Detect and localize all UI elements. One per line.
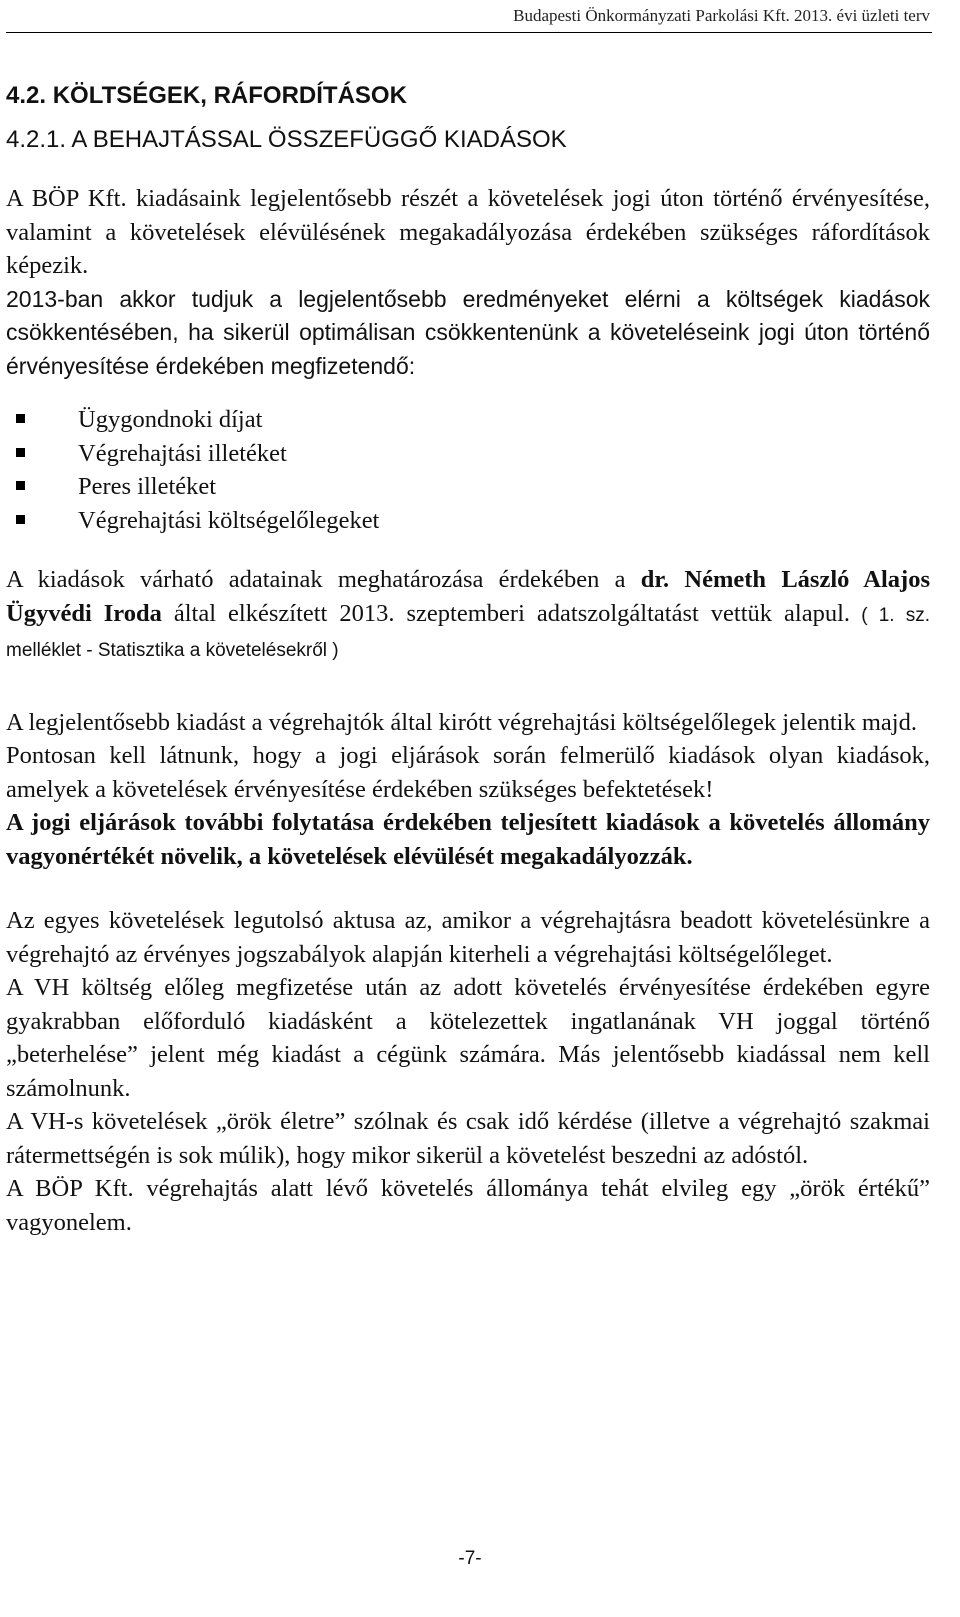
list-item bbox=[16, 437, 930, 471]
list-item-label: Végrehajtási költségelőlegeket bbox=[78, 506, 380, 534]
intro-paragraph-1: A BÖP Kft. kiadásaink legjelentősebb részét a követelések jogi úton történő érvényesítése, valamint a követelések elévülésének megakadályozása érdekében szükséges ráfordítások képezik. bbox=[6, 185, 930, 279]
data-source-text: A kiadások várható adatainak meghatározása érdekében a bbox=[6, 566, 641, 593]
square-bullet-icon bbox=[16, 481, 25, 490]
square-bullet-icon bbox=[16, 414, 25, 423]
list-item bbox=[16, 504, 930, 538]
square-bullet-icon bbox=[16, 448, 25, 457]
header-divider bbox=[6, 32, 932, 33]
body-paragraph-5: A VH költség előleg megfizetése után az adott követelés érvényesítése érdekében egyre gyakrabban előforduló kiadásként a kötelezettek ingatlanának VH joggal történő „beterhelése” jelent még kiadást a cégünk számára. Más jelentősebb kiadással nem kell számolnunk. bbox=[6, 974, 930, 1102]
list-item bbox=[16, 470, 930, 504]
data-source-text-end: által elkészített 2013. szeptemberi adatszolgáltatást vettük alapul. bbox=[161, 599, 851, 627]
expense-list bbox=[16, 403, 930, 537]
page-content bbox=[6, 74, 930, 1239]
body-paragraph-6: A VH-s követelések „örök életre” szólnak és csak idő kérdése (illetve a végrehajtó szakmai rátermettségén is sok múlik), hogy mikor sikerül a követelést beszedni az adóstól. bbox=[6, 1108, 930, 1169]
data-source-paragraph bbox=[6, 563, 930, 668]
running-header: Budapesti Önkormányzati Parkolási Kft. 2013. évi üzleti terv bbox=[513, 6, 930, 25]
page-number: -7- bbox=[458, 1548, 482, 1569]
annex-reference: ( 1. sz. melléklet - Statisztika a követelésekről ) bbox=[6, 604, 930, 661]
body-paragraph-7: A BÖP Kft. végrehajtás alatt lévő követelés állománya tehát elvileg egy „örök értékű” vagyonelem. bbox=[6, 1175, 930, 1236]
spacer bbox=[6, 873, 930, 904]
list-item-label: Peres illetéket bbox=[78, 473, 217, 500]
law-firm-name: dr. Németh László Alajos Ügyvédi Iroda bbox=[6, 566, 930, 627]
spacer bbox=[6, 668, 930, 706]
body-paragraph-4: Az egyes követelések legutolsó aktusa az, amikor a végrehajtásra beadott követelésünkre a végrehajtó az érvényes jogszabályok alapján kiterheli a végrehajtási költségelőleget. bbox=[6, 907, 930, 968]
subsection-heading: 4.2.1. A BEHAJTÁSSAL ÖSSZEFÜGGŐ KIADÁSOK bbox=[6, 126, 567, 153]
list-item-label: Végrehajtási illetéket bbox=[78, 439, 287, 467]
body-paragraph-3-bold bbox=[6, 806, 930, 873]
list-item-label: Ügygondnoki díjat bbox=[78, 406, 263, 433]
body-paragraph-1: A legjelentősebb kiadást a végrehajtók által kirótt végrehajtási költségelőlegek jelentik majd. bbox=[6, 708, 917, 736]
list-item bbox=[16, 403, 930, 437]
square-bullet-icon bbox=[16, 515, 25, 524]
emphasis-text: A jogi eljárások további folytatása érdekében teljesített kiadások a követelés állomány vagyonértékét növelik, a követelések elévülését megakadályozzák. bbox=[6, 809, 930, 870]
intro-paragraph-2: 2013-ban akkor tudjuk a legjelentősebb eredményeket elérni a költségek kiadások csökkentésében, ha sikerül optimálisan csökkentenünk a követeléseink jogi úton történő érvényesítése érdekében megfizetendő: bbox=[6, 285, 930, 379]
section-heading: 4.2. KÖLTSÉGEK, RÁFORDÍTÁSOK bbox=[6, 82, 407, 109]
body-paragraph-2: Pontosan kell látnunk, hogy a jogi eljárások során felmerülő kiadások olyan kiadások, amelyek a követelések érvényesítése érdekében szükséges befektetések! bbox=[6, 742, 930, 803]
